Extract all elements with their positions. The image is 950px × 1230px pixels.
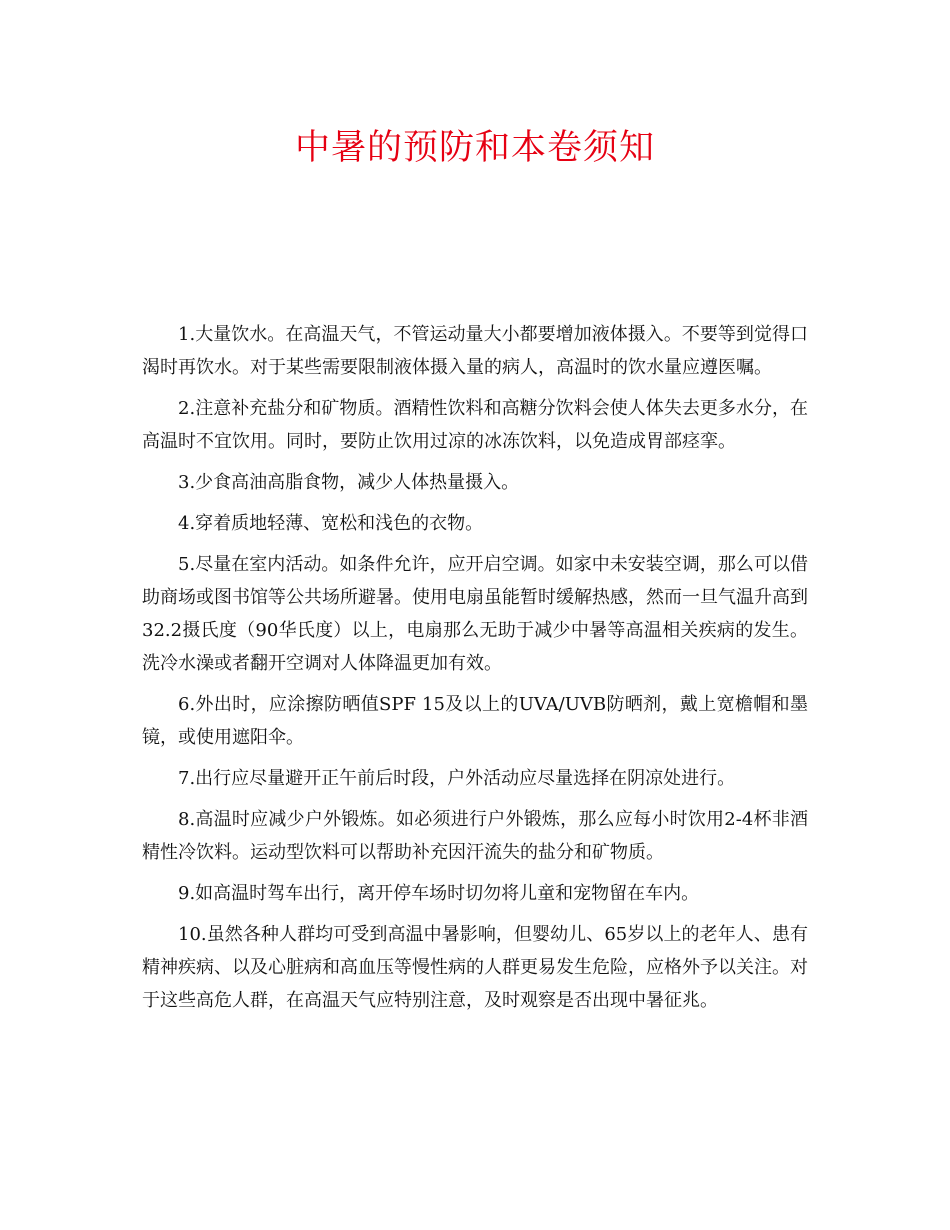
page-title: 中暑的预防和本卷须知: [294, 128, 655, 168]
paragraph-2: 2.注意补充盐分和矿物质。酒精性饮料和高糖分饮料会使人体失去更多水分，在高温时不宜饮用。同时，要防止饮用过凉的冰冻饮料，以免造成胃部痉挛。: [142, 398, 808, 452]
paragraph-10: 10.虽然各种人群均可受到高温中暑影响，但婴幼儿、65岁以上的老年人、患有精神疾病、以及心脏病和高血压等慢性病的人群更易发生危险，应格外予以关注。对于这些高危人群，在高温天气应特别注意，及时观察是否出现中暑征兆。: [142, 924, 808, 1011]
paragraph-8: 8.高温时应减少户外锻炼。如必须进行户外锻炼，那么应每小时饮用2-4杯非酒精性冷饮料。运动型饮料可以帮助补充因汗流失的盐分和矿物质。: [142, 809, 808, 863]
paragraph-5: 5.尽量在室内活动。如条件允许，应开启空调。如家中未安装空调，那么可以借助商场或图书馆等公共场所避暑。使用电扇虽能暂时缓解热感，然而一旦气温升高到32.2摄氏度（90华氏度）以上，电扇那么无助于减少中暑等高温相关疾病的发生。洗冷水澡或者翻开空调对人体降温更加有效。: [142, 554, 808, 674]
paragraph-6: 6.外出时，应涂擦防晒值SPF 15及以上的UVA/UVB防晒剂，戴上宽檐帽和墨镜，或使用遮阳伞。: [142, 694, 808, 748]
paragraph-3: 3.少食高油高脂食物，减少人体热量摄入。: [178, 472, 520, 493]
paragraph-1: 1.大量饮水。在高温天气，不管运动量大小都要增加液体摄入。不要等到觉得口渴时再饮水。对于某些需要限制液体摄入量的病人，高温时的饮水量应遵医嘱。: [142, 324, 808, 378]
paragraph-7: 7.出行应尽量避开正午前后时段，户外活动应尽量选择在阴凉处进行。: [178, 768, 736, 789]
paragraph-9: 9.如高温时驾车出行，离开停车场时切勿将儿童和宠物留在车内。: [178, 883, 700, 904]
paragraph-4: 4.穿着质地轻薄、宽松和浅色的衣物。: [178, 513, 484, 534]
document-body: [142, 318, 808, 1025]
